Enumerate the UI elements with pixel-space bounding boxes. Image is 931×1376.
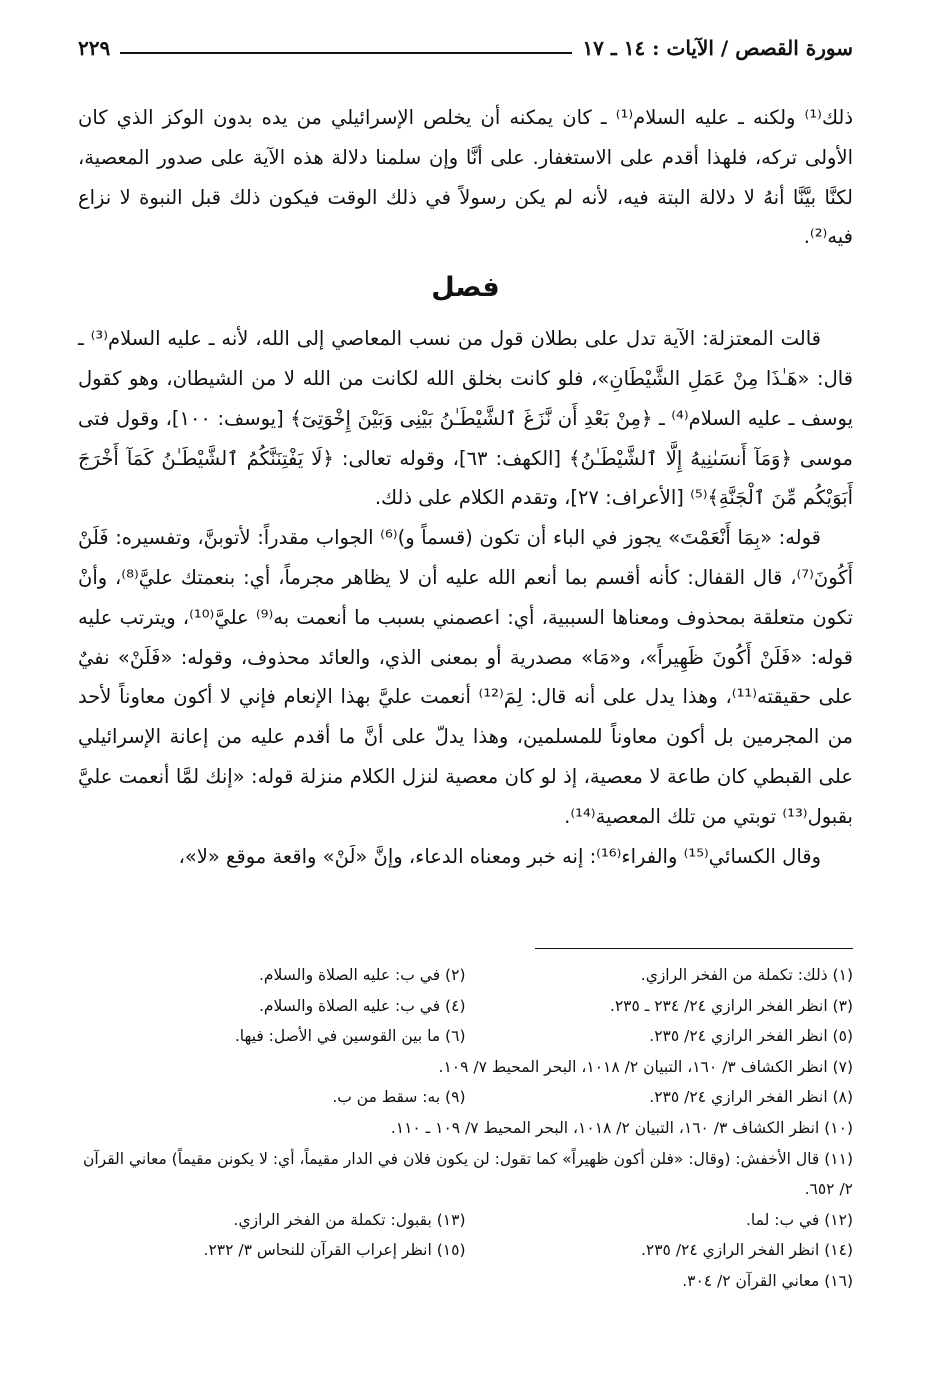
footnote-10: (١٠) انظر الكشاف ٣/ ١٦٠، التبيان ٢/ ١٠١٨، البحر المحيط ٧/ ١٠٩ ـ ١١٠. [390,1118,853,1137]
footnote-row [78,1205,853,1236]
footnote-11: (١١) قال الأخفش: (وقال: «فلن أكون ظهيراً» كما تقول: لن يكون فلان في الدار مقيماً، أي: لا يكونن مقيماً) معاني القرآن ٢/ ٦٥٢. [82,1149,853,1199]
footnote-4: (٤) في ب: عليه الصلاة والسلام. [258,996,466,1015]
footnote-row [78,1235,853,1266]
main-text [78,98,853,876]
paragraph-3: قوله: «بِمَا أَنْعَمْتَ» يجوز في الباء أن تكون (قسماً و)⁽⁶⁾ الجواب مقدراً: لأتوبنَّ، وتفسيره: فَلَنْ أَكُونَ⁽⁷⁾، قال القفال: كأنه أقسم بما أنعم الله عليه أن لا يظاهر مجرماً، أي: بنعمتك عليَّ⁽⁸⁾، وأنْ تكون متعلقة بمحذوف ومعناها السببية، أي: اعصمني بسبب ما أنعمت به⁽⁹⁾ عليَّ⁽¹⁰⁾، ويترتب عليه قوله: «فَلَنْ أَكُونَ ظَهِيراً»، و«مَا» مصدرية أو بمعنى الذي، والعائد محذوف، وقوله: «فَلَنْ» نفيٌ على حقيقته⁽¹¹⁾، وهذا يدل على أنه قال: لِمَ⁽¹²⁾ أنعمت عليَّ بهذا الإنعام فإني لا أكون معاوناً لأحد من المجرمين بل أكون معاوناً للمسلمين، وهذا يدلّ على أنَّ ما أقدم عليه من إعانة الإسرائيلي على القبطي كان طاعة لا معصية، إذ لو كان معصية لنزل الكلام منزلة قوله: «إنك لمَّا أنعمت عليَّ بقبول⁽¹³⁾ توبتي من تلك المعصية⁽¹⁴⁾. [78,526,854,828]
paragraph-1: ذلك⁽¹⁾ ولكنه ـ عليه السلام⁽¹⁾ ـ كان يمكنه أن يخلص الإسرائيلي من يده بدون الوكز الذي كان الأولى تركه، فلهذا أقدم على الاستغفار. على أنَّا وإن سلمنا دلالة هذه الآية على صدور المعصية، لكنَّا بيَّنَّا أنهُ لا دلالة البتة فيه، لأنه لم يكن رسولاً في ذلك الوقت فيكون ذلك قبل النبوة لا نزاع فيه⁽²⁾. [78,106,854,249]
header-rule [120,52,572,54]
running-header [78,30,853,66]
paragraph-4: وقال الكسائي⁽¹⁵⁾ والفراء⁽¹⁶⁾: إنه خبر ومعناه الدعاء، وإنَّ «لَنْ» واقعة موقع «لا»، [178,844,821,868]
footnote-row [78,960,853,991]
footnote-separator [535,948,853,949]
footnote-12: (١٢) في ب: لما. [745,1210,853,1229]
paragraph-2: قالت المعتزلة: الآية تدل على بطلان قول من نسب المعاصي إلى الله، لأنه ـ عليه السلام⁽³⁾ ـ قال: «هَـٰذَا مِنْ عَمَلِ الشَّيْطَانِ»، فلو كانت بخلق الله لكانت من الله لا من الشيطان، وهو كقول يوسف ـ عليه السلام⁽⁴⁾ ـ ﴿مِنْ بَعْدِ أَن نَّزَغَ ٱلشَّيْطَـٰنُ بَيْنِى وَبَيْنَ إِخْوَتِىٓ﴾ [يوسف: ١٠٠]، وقول فتى موسى ﴿وَمَآ أَنسَىٰنِيهُ إِلَّا ٱلشَّيْطَـٰنُ﴾ [الكهف: ٦٣]، وقوله تعالى: ﴿لَا يَفْتِنَنَّكُمُ ٱلشَّيْطَـٰنُ كَمَآ أَخْرَجَ أَبَوَيْكُم مِّنَ ٱلْجَنَّةِ﴾⁽⁵⁾ [الأعراف: ٢٧]، وتقدم الكلام على ذلك. [78,327,854,510]
footnote-row [78,1021,853,1052]
surah-title: سورة القصص / الآيات : ١٤ ـ ١٧ [582,36,853,60]
footnote-3: (٣) انظر الفخر الرازي ٢٤/ ٢٣٤ ـ ٢٣٥. [609,996,853,1015]
section-heading: فصل [431,272,500,304]
footnote-6: (٦) ما بين القوسين في الأصل: فيها. [234,1027,466,1046]
footnote-9: (٩) به: سقط من ب. [332,1088,466,1107]
footnote-row [78,1082,853,1113]
footnote-2: (٢) في ب: عليه الصلاة والسلام. [258,966,466,984]
footnote-16: (١٦) معاني القرآن ٢/ ٣٠٤. [682,1271,853,1290]
footnotes [78,960,853,1297]
footnote-5: (٥) انظر الفخر الرازي ٢٤/ ٢٣٥. [649,1027,853,1046]
footnote-1: (١) ذلك: تكملة من الفخر الرازي. [640,966,853,984]
footnote-row [78,991,853,1022]
footnote-15: (١٥) انظر إعراب القرآن للنحاس ٣/ ٢٣٢. [203,1241,466,1260]
page-number: ٢٢٩ [78,36,111,60]
footnote-8: (٨) انظر الفخر الرازي ٢٤/ ٢٣٥. [649,1088,853,1107]
footnote-13: (١٣) بقبول: تكملة من الفخر الرازي. [233,1210,466,1229]
footnote-7: (٧) انظر الكشاف ٣/ ١٦٠، التبيان ٢/ ١٠١٨، البحر المحيط ٧/ ١٠٩. [438,1057,853,1076]
footnote-14: (١٤) انظر الفخر الرازي ٢٤/ ٢٣٥. [640,1241,853,1260]
